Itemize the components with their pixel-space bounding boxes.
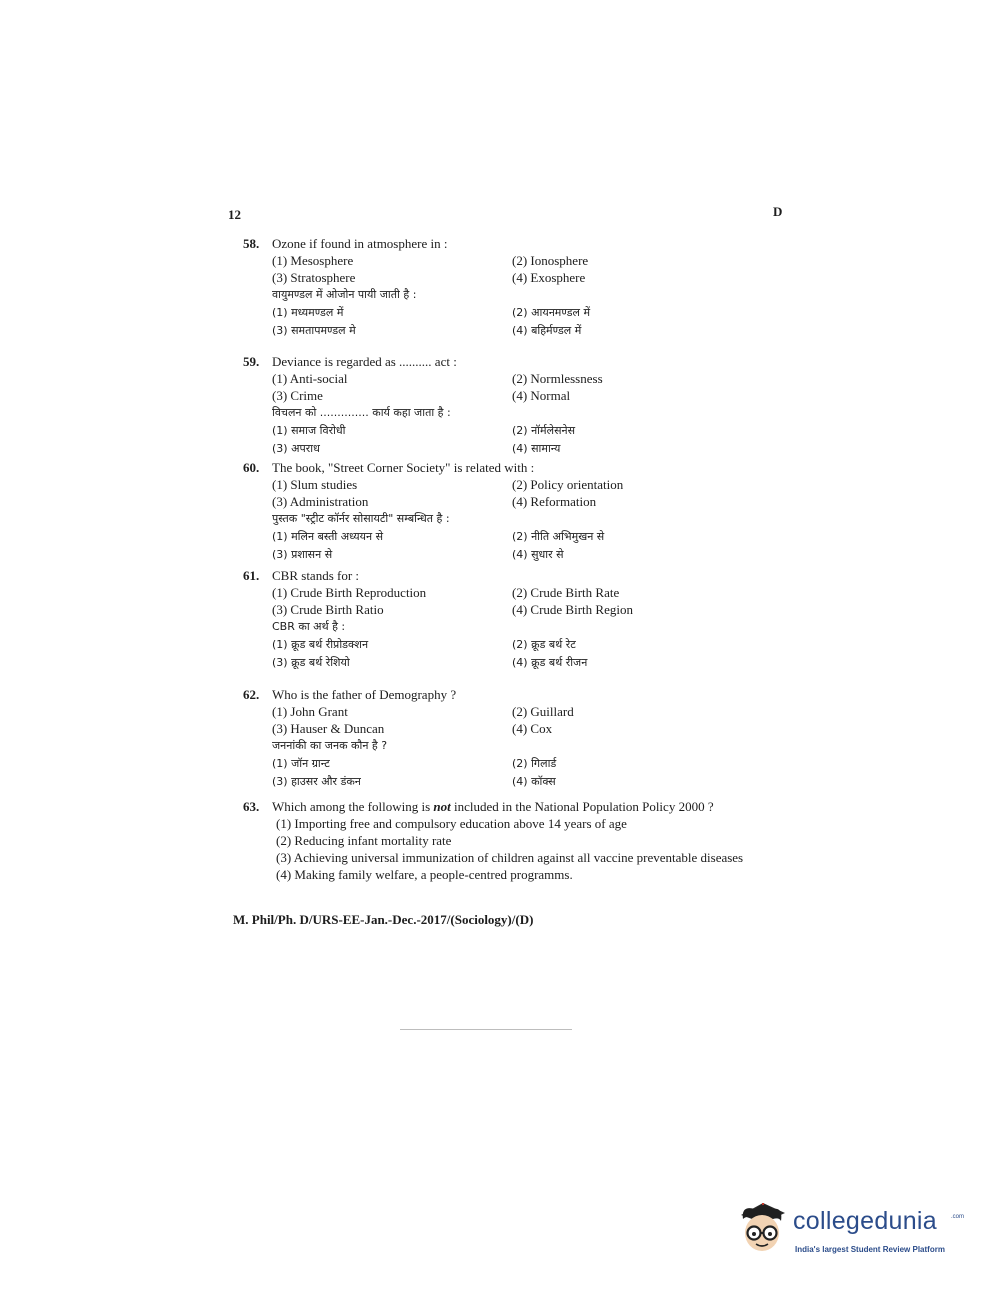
option: (4) कॉक्स xyxy=(512,775,556,788)
option: (1) Crude Birth Reproduction xyxy=(272,585,427,600)
option: (3) समतापमण्डल मे xyxy=(272,324,356,337)
options-english xyxy=(272,476,803,510)
question-62 xyxy=(243,686,803,791)
question-stem: CBR stands for : xyxy=(272,568,360,583)
option: (2) क्रूड बर्थ रेट xyxy=(512,638,576,651)
option: (4) Reformation xyxy=(512,494,597,509)
paper-code-footer: M. Phil/Ph. D/URS-EE-Jan.-Dec.-2017/(Sociology)/(D) xyxy=(233,912,534,927)
question-stem-hindi: CBR का अर्थ है : xyxy=(272,620,346,633)
question-stem-hindi: पुस्तक "स्ट्रीट कॉर्नर सोसायटी" सम्बन्धित है : xyxy=(272,512,450,525)
option: (4) सुधार से xyxy=(512,548,564,561)
question-63 xyxy=(243,798,788,883)
mascot-icon xyxy=(733,1195,791,1259)
option: (3) प्रशासन से xyxy=(272,548,333,561)
option: (3) अपराध xyxy=(272,442,320,455)
question-58 xyxy=(243,235,803,340)
option: (3) Achieving universal immunization of children against all vaccine preventable diseases xyxy=(276,850,744,865)
option: (4) क्रूड बर्थ रीजन xyxy=(512,656,588,669)
question-number: 61. xyxy=(243,568,260,583)
option: (1) समाज विरोधी xyxy=(272,424,346,437)
question-60 xyxy=(243,459,803,564)
options-hindi xyxy=(272,528,803,564)
options-english xyxy=(272,370,803,404)
option: (4) Cox xyxy=(512,721,553,736)
option: (2) आयनमण्डल में xyxy=(512,306,591,319)
option: (1) जॉन ग्रान्ट xyxy=(272,757,330,770)
option: (3) हाउसर और डंकन xyxy=(272,775,361,788)
option: (2) Policy orientation xyxy=(512,477,624,492)
question-number: 59. xyxy=(243,354,260,369)
option: (1) Anti-social xyxy=(272,371,348,386)
question-stem: Who is the father of Demography ? xyxy=(272,687,457,702)
question-stem: Ozone if found in atmosphere in : xyxy=(272,236,448,251)
option: (4) Crude Birth Region xyxy=(512,602,633,617)
option: (1) John Grant xyxy=(272,704,348,719)
options-hindi xyxy=(272,422,803,458)
option: (3) Hauser & Duncan xyxy=(272,721,385,736)
question-stem-hindi: विचलन को .............. कार्य कहा जाता है : xyxy=(272,406,451,419)
page-number: 12 xyxy=(228,207,241,222)
options-hindi xyxy=(272,755,803,791)
option: (4) Normal xyxy=(512,388,571,403)
question-stem-hindi: जननांकी का जनक कौन है ? xyxy=(272,739,388,752)
options-hindi xyxy=(272,636,803,672)
options-english xyxy=(272,703,803,737)
option: (3) Crime xyxy=(272,388,323,403)
option: (4) Exosphere xyxy=(512,270,586,285)
logo-suffix: .com xyxy=(951,1214,965,1220)
divider xyxy=(400,1029,572,1030)
question-stem-hindi: वायुमण्डल में ओजोन पायी जाती है : xyxy=(272,288,417,301)
option: (1) Importing free and compulsory education above 14 years of age xyxy=(276,816,627,831)
question-stem: The book, "Street Corner Society" is related with : xyxy=(272,460,535,475)
option: (2) Normlessness xyxy=(512,371,603,386)
question-stem: Deviance is regarded as .......... act : xyxy=(272,354,457,369)
option: (2) नॉर्मलेसनेस xyxy=(512,424,576,437)
option: (1) मलिन बस्ती अध्ययन से xyxy=(272,530,384,543)
options-hindi xyxy=(272,304,803,340)
option: (1) क्रूड बर्थ रीप्रोडक्शन xyxy=(272,638,369,651)
question-59 xyxy=(243,353,803,458)
collegedunia-logo xyxy=(733,1195,963,1265)
options-list xyxy=(276,815,788,883)
option: (4) Making family welfare, a people-centred programms. xyxy=(276,867,573,882)
option: (2) गिलार्ड xyxy=(512,757,557,770)
options-english xyxy=(272,252,803,286)
emphasis-not: not xyxy=(433,799,451,814)
option: (1) मध्यमण्डल में xyxy=(272,306,344,319)
question-stem: Which among the following is not included in the National Population Policy 2000 ? xyxy=(272,799,714,814)
question-number: 63. xyxy=(243,799,260,814)
options-english xyxy=(272,584,803,618)
option: (3) Stratosphere xyxy=(272,270,356,285)
question-61 xyxy=(243,567,803,672)
option: (3) क्रूड बर्थ रेशियो xyxy=(272,656,350,669)
option: (1) Slum studies xyxy=(272,477,358,492)
question-number: 58. xyxy=(243,236,260,251)
question-number: 60. xyxy=(243,460,260,475)
option: (2) Guillard xyxy=(512,704,574,719)
question-number: 62. xyxy=(243,687,260,702)
set-code: D xyxy=(773,204,783,219)
option: (3) Administration xyxy=(272,494,369,509)
option: (4) सामान्य xyxy=(512,442,561,455)
logo-wordmark: collegedunia xyxy=(793,1207,937,1235)
option: (2) Reducing infant mortality rate xyxy=(276,833,452,848)
option: (4) बहिर्मण्डल में xyxy=(512,324,582,337)
logo-tagline: India's largest Student Review Platform xyxy=(795,1245,945,1254)
option: (2) Ionosphere xyxy=(512,253,589,268)
option: (2) Crude Birth Rate xyxy=(512,585,620,600)
option: (2) नीति अभिमुखन से xyxy=(512,530,605,543)
option: (1) Mesosphere xyxy=(272,253,354,268)
option: (3) Crude Birth Ratio xyxy=(272,602,384,617)
